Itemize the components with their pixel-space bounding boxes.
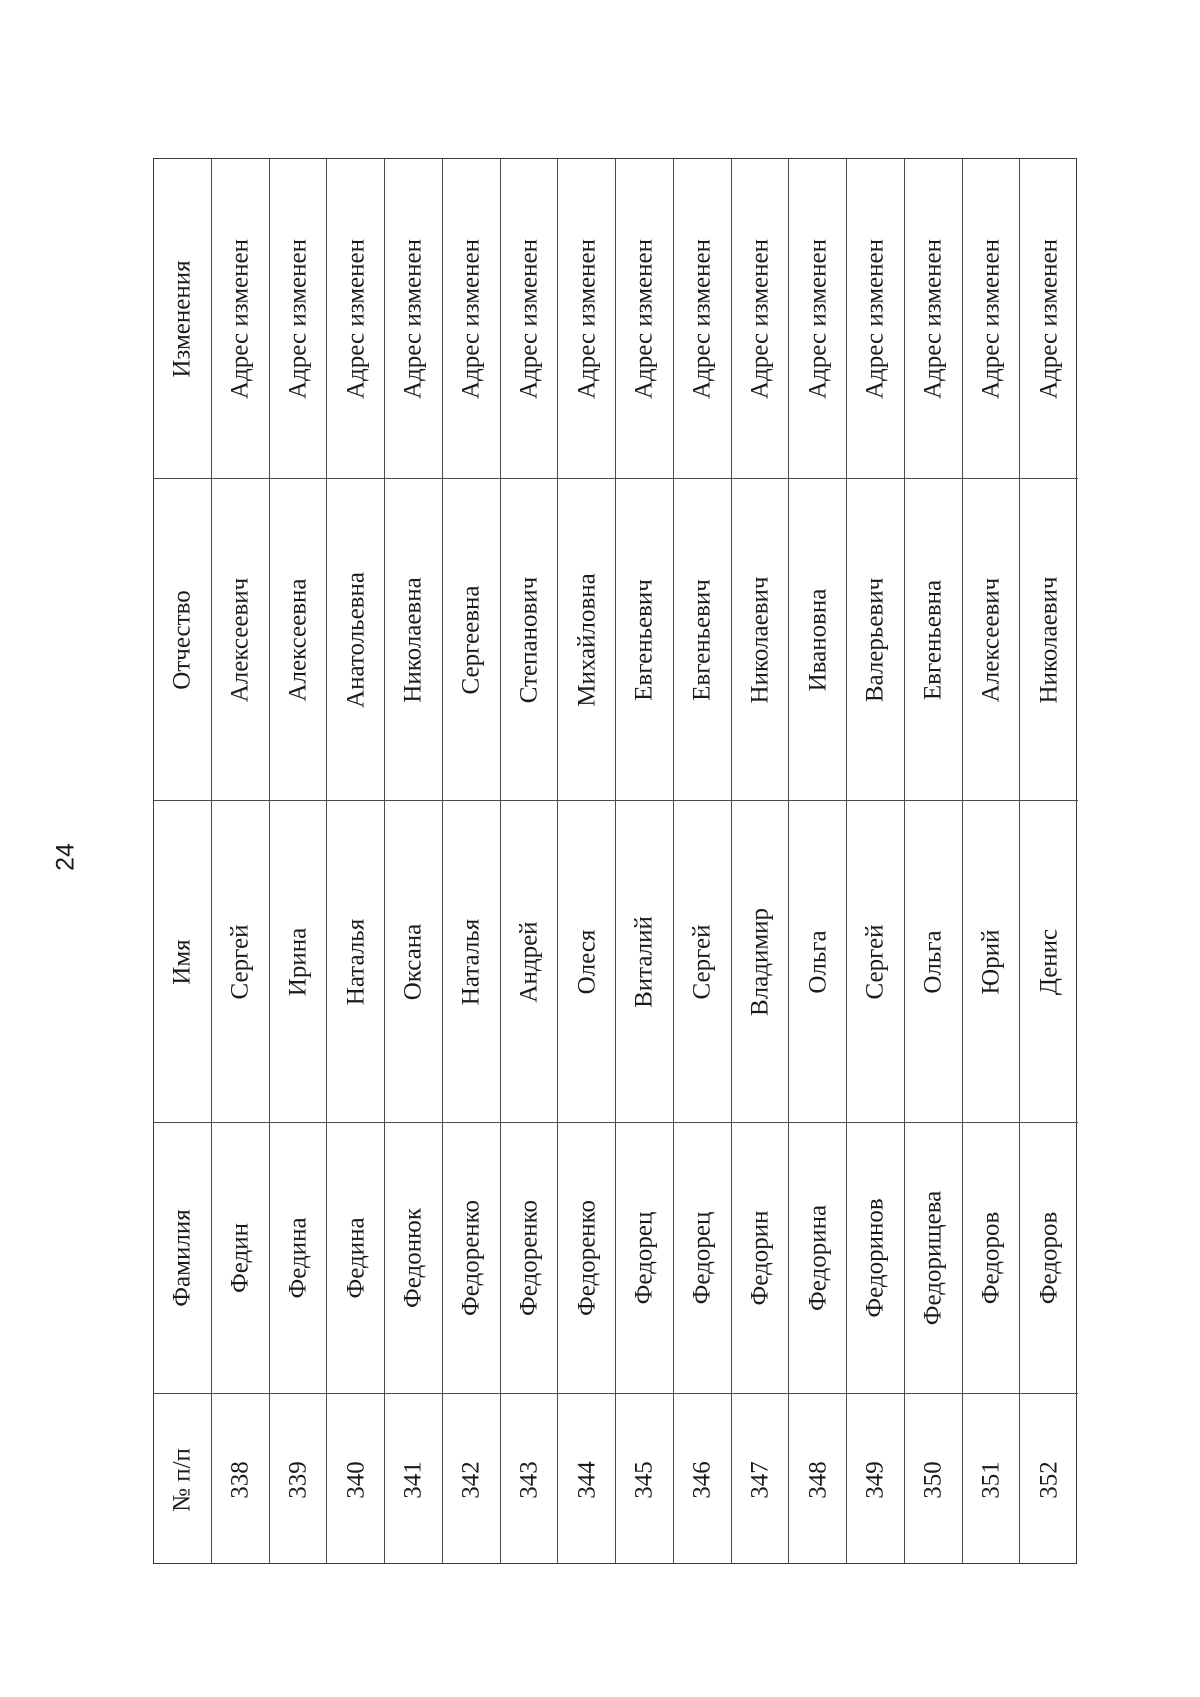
cell-first-name-text: Ольга xyxy=(804,929,832,994)
cell-patronymic xyxy=(385,479,442,801)
cell-patronymic-text: Николаевич xyxy=(1035,576,1063,703)
cell-last-name-text: Федина xyxy=(284,1217,312,1299)
cell-changes-text: Адрес изменен xyxy=(804,238,832,399)
cell-changes xyxy=(963,159,1020,479)
cell-number-text: 346 xyxy=(688,1460,716,1499)
cell-patronymic-text: Николаевна xyxy=(399,576,427,703)
cell-first-name xyxy=(385,801,442,1123)
cell-changes xyxy=(732,159,789,479)
cell-number-text: 347 xyxy=(746,1460,774,1499)
cell-last-name xyxy=(616,1123,673,1394)
cell-first-name-text: Наталья xyxy=(342,918,370,1005)
page-number-text: 24 xyxy=(51,843,80,871)
cell-changes xyxy=(616,159,673,479)
cell-first-name-text: Имя xyxy=(168,938,196,985)
cell-changes-text: Изменения xyxy=(168,259,196,378)
cell-first-name-text: Сергей xyxy=(226,924,254,999)
cell-patronymic xyxy=(327,479,384,801)
cell-number-text: 351 xyxy=(977,1460,1005,1499)
cell-patronymic xyxy=(270,479,327,801)
cell-last-name xyxy=(905,1123,962,1394)
cell-changes-text: Адрес изменен xyxy=(226,238,254,399)
cell-changes-text: Адрес изменен xyxy=(977,238,1005,399)
cell-first-name xyxy=(616,801,673,1123)
cell-number xyxy=(847,1394,904,1565)
cell-patronymic xyxy=(732,479,789,801)
cell-patronymic-text: Евгеньевич xyxy=(688,578,716,701)
cell-last-name xyxy=(501,1123,558,1394)
cell-changes xyxy=(558,159,615,479)
cell-number xyxy=(212,1394,269,1565)
cell-patronymic-text: Алексеевна xyxy=(284,577,312,702)
cell-number xyxy=(732,1394,789,1565)
cell-changes xyxy=(443,159,500,479)
cell-changes xyxy=(270,159,327,479)
cell-last-name xyxy=(732,1123,789,1394)
table-row xyxy=(501,159,559,1563)
cell-last-name-text: Федорина xyxy=(804,1204,832,1312)
cell-changes-text: Адрес изменен xyxy=(688,238,716,399)
cell-last-name-text: Федорец xyxy=(688,1211,716,1305)
table-row xyxy=(558,159,616,1563)
header-cell-patronymic xyxy=(154,479,211,801)
cell-changes xyxy=(1020,159,1078,479)
cell-changes-text: Адрес изменен xyxy=(284,238,312,399)
cell-last-name-text: Федорец xyxy=(630,1211,658,1305)
cell-number-text: 343 xyxy=(515,1460,543,1499)
registry-table xyxy=(153,158,1077,1564)
cell-changes-text: Адрес изменен xyxy=(399,238,427,399)
cell-first-name-text: Наталья xyxy=(457,918,485,1005)
cell-patronymic-text: Евгеньевна xyxy=(919,579,947,700)
cell-changes-text: Адрес изменен xyxy=(861,238,889,399)
cell-number xyxy=(1020,1394,1078,1565)
cell-last-name xyxy=(674,1123,731,1394)
cell-changes-text: Адрес изменен xyxy=(457,238,485,399)
table-row xyxy=(385,159,443,1563)
cell-number-text: № п/п xyxy=(168,1447,196,1512)
cell-last-name-text: Федорин xyxy=(746,1210,774,1306)
cell-last-name-text: Федорищева xyxy=(919,1190,947,1326)
cell-changes xyxy=(674,159,731,479)
cell-first-name xyxy=(963,801,1020,1123)
cell-patronymic xyxy=(558,479,615,801)
cell-number xyxy=(558,1394,615,1565)
table-header-row xyxy=(154,159,212,1563)
cell-number xyxy=(501,1394,558,1565)
cell-last-name xyxy=(1020,1123,1078,1394)
cell-patronymic-text: Алексеевич xyxy=(226,577,254,702)
cell-changes-text: Адрес изменен xyxy=(919,238,947,399)
cell-patronymic xyxy=(905,479,962,801)
cell-last-name-text: Федоренко xyxy=(457,1199,485,1317)
cell-patronymic-text: Ивановна xyxy=(804,588,832,691)
cell-last-name-text: Федина xyxy=(342,1217,370,1299)
cell-last-name xyxy=(963,1123,1020,1394)
cell-patronymic-text: Валерьевич xyxy=(861,577,889,702)
cell-number-text: 350 xyxy=(919,1460,947,1499)
cell-number-text: 339 xyxy=(284,1460,312,1499)
cell-first-name-text: Юрий xyxy=(977,929,1005,994)
cell-patronymic-text: Михайловна xyxy=(573,572,601,707)
cell-number-text: 349 xyxy=(861,1460,889,1499)
cell-first-name-text: Оксана xyxy=(399,923,427,1000)
cell-changes xyxy=(847,159,904,479)
header-cell-changes xyxy=(154,159,211,479)
cell-changes-text: Адрес изменен xyxy=(573,238,601,399)
table-row xyxy=(270,159,328,1563)
header-cell-number xyxy=(154,1394,211,1565)
table-row xyxy=(905,159,963,1563)
table-row xyxy=(1020,159,1078,1563)
cell-changes-text: Адрес изменен xyxy=(630,238,658,399)
cell-changes-text: Адрес изменен xyxy=(746,238,774,399)
cell-first-name-text: Сергей xyxy=(861,924,889,999)
cell-patronymic xyxy=(616,479,673,801)
cell-changes xyxy=(327,159,384,479)
cell-number-text: 348 xyxy=(804,1460,832,1499)
cell-number xyxy=(905,1394,962,1565)
cell-number xyxy=(616,1394,673,1565)
table-row xyxy=(443,159,501,1563)
cell-changes xyxy=(501,159,558,479)
cell-first-name xyxy=(789,801,846,1123)
cell-patronymic-text: Анатольевна xyxy=(342,571,370,708)
cell-patronymic xyxy=(1020,479,1078,801)
cell-patronymic-text: Отчество xyxy=(168,589,196,690)
cell-first-name xyxy=(674,801,731,1123)
header-cell-first-name xyxy=(154,801,211,1123)
cell-changes xyxy=(789,159,846,479)
cell-last-name-text: Федоринов xyxy=(861,1198,889,1318)
cell-last-name-text: Федоренко xyxy=(573,1199,601,1317)
cell-first-name xyxy=(212,801,269,1123)
cell-last-name xyxy=(327,1123,384,1394)
table-row xyxy=(789,159,847,1563)
cell-first-name xyxy=(558,801,615,1123)
cell-number xyxy=(674,1394,731,1565)
cell-number-text: 338 xyxy=(226,1460,254,1499)
cell-patronymic xyxy=(443,479,500,801)
cell-first-name xyxy=(1020,801,1078,1123)
cell-first-name xyxy=(847,801,904,1123)
table-row xyxy=(732,159,790,1563)
cell-first-name xyxy=(327,801,384,1123)
cell-last-name-text: Федонюк xyxy=(399,1208,427,1308)
cell-changes xyxy=(905,159,962,479)
cell-patronymic-text: Сергеевна xyxy=(457,585,485,694)
cell-first-name xyxy=(443,801,500,1123)
cell-number xyxy=(270,1394,327,1565)
cell-first-name-text: Ирина xyxy=(284,927,312,996)
cell-changes-text: Адрес изменен xyxy=(342,238,370,399)
cell-last-name xyxy=(558,1123,615,1394)
cell-number xyxy=(443,1394,500,1565)
cell-changes-text: Адрес изменен xyxy=(515,238,543,399)
cell-number-text: 345 xyxy=(630,1460,658,1499)
cell-last-name xyxy=(789,1123,846,1394)
cell-number-text: 352 xyxy=(1035,1460,1063,1499)
cell-last-name xyxy=(385,1123,442,1394)
cell-last-name-text: Федоренко xyxy=(515,1199,543,1317)
cell-first-name xyxy=(501,801,558,1123)
cell-patronymic xyxy=(501,479,558,801)
cell-first-name xyxy=(732,801,789,1123)
cell-patronymic xyxy=(963,479,1020,801)
cell-last-name xyxy=(270,1123,327,1394)
table-row xyxy=(674,159,732,1563)
cell-changes xyxy=(385,159,442,479)
cell-first-name-text: Ольга xyxy=(919,929,947,994)
cell-last-name-text: Федин xyxy=(226,1223,254,1293)
cell-patronymic-text: Николаевич xyxy=(746,576,774,703)
cell-patronymic-text: Евгеньевич xyxy=(630,578,658,701)
cell-patronymic-text: Степанович xyxy=(515,576,543,703)
cell-number xyxy=(963,1394,1020,1565)
cell-first-name-text: Андрей xyxy=(515,920,543,1003)
table-row xyxy=(212,159,270,1563)
cell-patronymic xyxy=(674,479,731,801)
cell-first-name-text: Владимир xyxy=(746,907,774,1016)
header-cell-last-name xyxy=(154,1123,211,1394)
cell-last-name-text: Фамилия xyxy=(168,1209,196,1307)
cell-changes-text: Адрес изменен xyxy=(1035,238,1063,399)
page-number xyxy=(51,843,80,871)
cell-number xyxy=(327,1394,384,1565)
cell-number-text: 342 xyxy=(457,1460,485,1499)
cell-changes xyxy=(212,159,269,479)
cell-number xyxy=(385,1394,442,1565)
cell-number-text: 344 xyxy=(573,1460,601,1499)
cell-last-name xyxy=(847,1123,904,1394)
cell-last-name xyxy=(443,1123,500,1394)
cell-first-name-text: Денис xyxy=(1035,928,1063,995)
table-row xyxy=(963,159,1021,1563)
table-row xyxy=(616,159,674,1563)
cell-first-name xyxy=(905,801,962,1123)
cell-number-text: 340 xyxy=(342,1460,370,1499)
table-row xyxy=(847,159,905,1563)
cell-first-name xyxy=(270,801,327,1123)
cell-first-name-text: Олеся xyxy=(573,929,601,994)
cell-first-name-text: Виталий xyxy=(630,915,658,1008)
cell-last-name-text: Федоров xyxy=(977,1211,1005,1305)
cell-number-text: 341 xyxy=(399,1460,427,1499)
cell-patronymic xyxy=(789,479,846,801)
table-row xyxy=(327,159,385,1563)
cell-patronymic xyxy=(847,479,904,801)
cell-patronymic-text: Алексеевич xyxy=(977,577,1005,702)
cell-number xyxy=(789,1394,846,1565)
cell-first-name-text: Сергей xyxy=(688,924,716,999)
cell-last-name xyxy=(212,1123,269,1394)
cell-last-name-text: Федоров xyxy=(1035,1211,1063,1305)
cell-patronymic xyxy=(212,479,269,801)
